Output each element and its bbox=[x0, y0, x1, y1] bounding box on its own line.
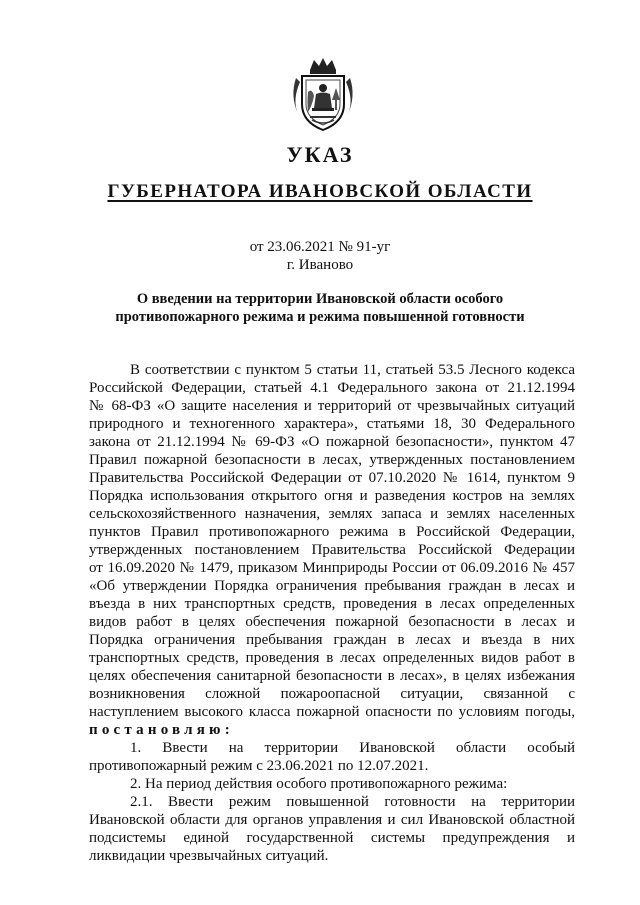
body-line: транспортных средств, проведения в лесах определенных видов работ в bbox=[89, 650, 575, 666]
body-line: Правительства Российской Федерации от 07.10.2020 № 1614, пунктом 9 bbox=[89, 470, 575, 486]
coat-of-arms-icon bbox=[288, 56, 358, 134]
document-date-number: от 23.06.2021 № 91-уг bbox=[249, 239, 391, 255]
body-line: № 68-ФЗ «О защите населения и территорий от чрезвычайных ситуаций bbox=[89, 398, 575, 414]
body-line: пунктов Правил противопожарного режима в Российской Федерации, bbox=[89, 524, 575, 540]
document-heading-line: О введении на территории Ивановской области особого bbox=[136, 291, 504, 307]
body-line: от 16.09.2020 № 1479, приказом Минприроды России от 06.09.2016 № 457 bbox=[89, 560, 575, 576]
body-line: целях обеспечения санитарной безопасности в лесах», в целях избежания bbox=[89, 668, 575, 684]
document-heading bbox=[100, 291, 540, 326]
resolution-word: постановляю: bbox=[89, 722, 234, 738]
body-line: въезда в них транспортных средств, проведения в лесах определенных bbox=[89, 596, 575, 612]
document-city: г. Иваново bbox=[286, 257, 354, 273]
body-line: подсистемы единой государственной системы предупреждения и bbox=[89, 830, 575, 846]
body-line: Российской Федерации, статьей 4.1 Федерального закона от 21.12.1994 bbox=[89, 380, 575, 396]
body-line: Ивановской области для органов управления и сил Ивановской областной bbox=[89, 812, 575, 828]
body-line: ликвидации чрезвычайных ситуаций. bbox=[89, 848, 329, 864]
body-line: Порядка использования открытого огня и разведения костров на землях bbox=[89, 488, 575, 504]
document-type-title: УКАЗ bbox=[286, 142, 354, 167]
body-line: противопожарный режим с 23.06.2021 по 12.07.2021. bbox=[89, 758, 429, 774]
body-line: 2. На период действия особого противопожарного режима: bbox=[130, 776, 508, 792]
document-heading-line: противопожарного режима и режима повышенной готовности bbox=[115, 308, 525, 325]
body-line: В соответствии с пунктом 5 статьи 11, статьей 53.5 Лесного кодекса bbox=[130, 362, 575, 378]
coat-of-arms-emblem bbox=[288, 56, 358, 134]
body-line: «Об утверждении Порядка ограничения пребывания граждан в лесах и bbox=[89, 578, 575, 594]
body-line: закона от 21.12.1994 № 69-ФЗ «О пожарной безопасности», пунктом 47 bbox=[89, 434, 575, 450]
body-line: 1. Ввести на территории Ивановской области особый bbox=[130, 740, 575, 756]
body-line: наступлением высокого класса пожарной опасности по условиям погоды, bbox=[89, 704, 575, 720]
body-line: природного и техногенного характера», статьями 18, 30 Федерального bbox=[89, 416, 575, 432]
body-line: Порядка ограничения пребывания граждан в лесах и въезда в них bbox=[89, 632, 575, 648]
authority-title: ГУБЕРНАТОРА ИВАНОВСКОЙ ОБЛАСТИ bbox=[107, 181, 533, 202]
body-line: утвержденных постановлением Правительства Российской Федерации bbox=[89, 542, 575, 558]
body-line: возникновения сложной пожароопасной ситуации, связанной с bbox=[89, 686, 575, 702]
body-line: сельскохозяйственного назначения, землях запаса и землях населенных bbox=[89, 506, 575, 522]
body-line: 2.1. Ввести режим повышенной готовности на территории bbox=[130, 794, 575, 810]
body-line: видов работ в целях обеспечения пожарной безопасности в лесах и bbox=[89, 614, 575, 630]
body-line: Правил пожарной безопасности в лесах, утвержденных постановлением bbox=[89, 452, 575, 468]
